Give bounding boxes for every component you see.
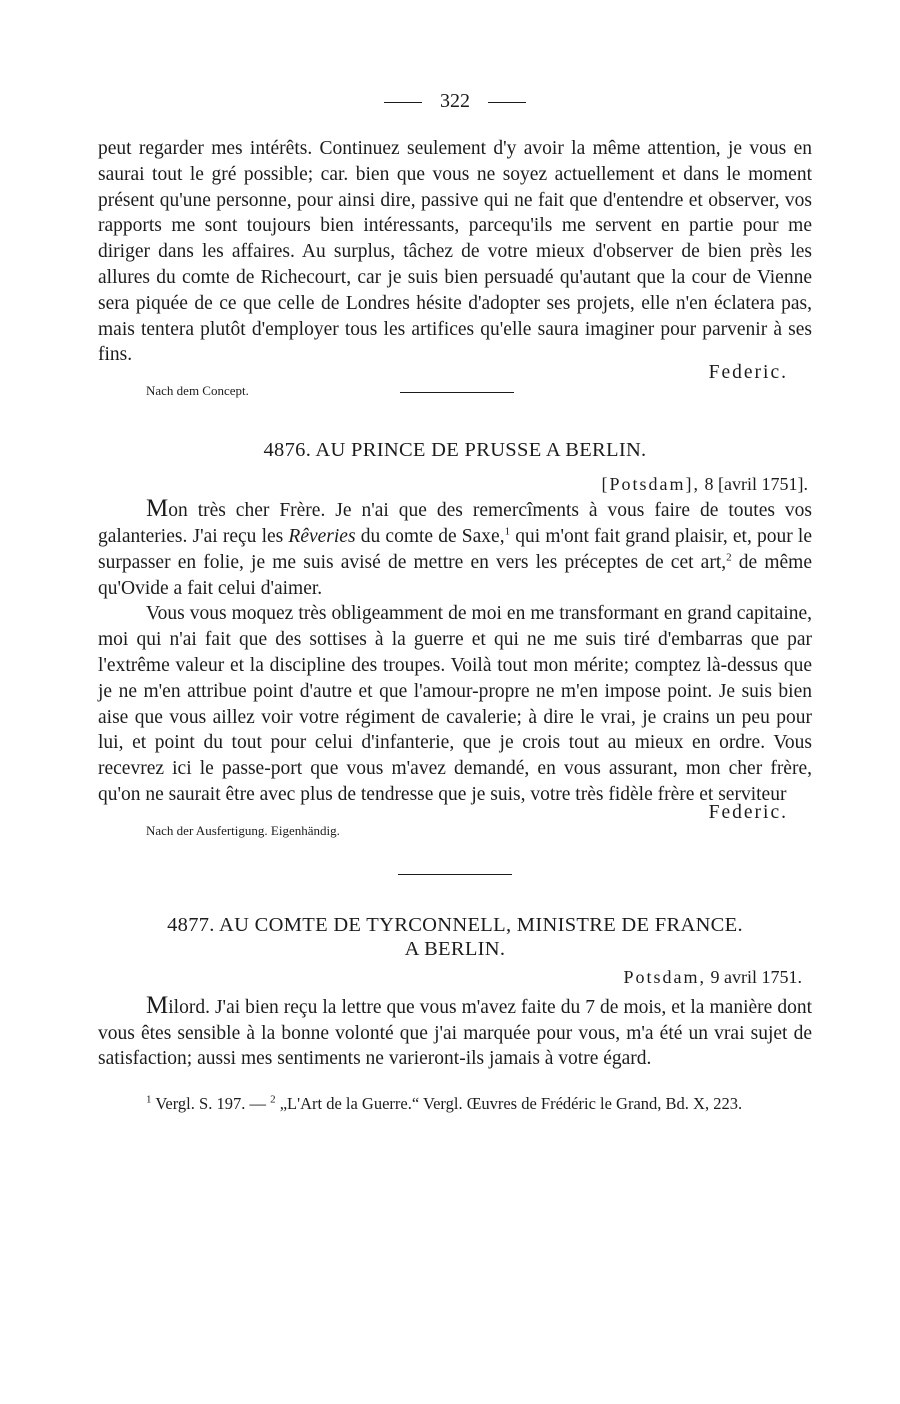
letter-4876-place: [Potsdam], xyxy=(601,474,701,495)
footnote-ref-2: 2 xyxy=(726,551,732,564)
letter-4876-dateline xyxy=(98,472,812,496)
header-dash-left xyxy=(384,102,422,103)
document-page xyxy=(98,86,812,1115)
letter-4876-initial: M xyxy=(146,495,169,523)
page-header xyxy=(98,86,812,116)
letter-4876-source-note: Nach der Ausfertigung. Eigenhändig. xyxy=(146,822,340,838)
previous-letter-source-note: Nach dem Concept. xyxy=(146,383,249,399)
letter-4877-initial: M xyxy=(146,991,169,1019)
previous-letter-source-row xyxy=(98,384,812,410)
letter-4876-paragraph-2: Vous vous moquez très obligeamment de moi en me transformant en grand capitaine, moi qui n'ai fait que des sottises à la guerre et qui ne me suis tiré d'embarras que par l'extrême valeur et la discipline des troupes. Voilà tout mon mérite; comptez là-dessus que je ne m'en attribue point d'autre et que l'amour-propre ne m'en impose point. Je suis bien aise que vous aillez voir votre régiment de cavalerie; à dire le vrai, je crains un peu pour lui, et point du tout pour celui d'infanterie, que je crois tout au mieux en ordre. Vous recevrez ici le passe-port que vous m'avez demandé, en vous assurant, mon cher frère, qu'on ne saurait être avec plus de tendresse que je suis, votre très fidèle frère et serviteur xyxy=(98,603,812,805)
letter-4876-p1-text-a: on très cher Frère. Je n'ai que des remercîments à vous faire de toutes vos galanteries. J'ai reçu les xyxy=(98,500,812,547)
letter-4877-paragraph xyxy=(98,993,812,1072)
letter-4876-title: 4876. AU PRINCE DE PRUSSE A BERLIN. xyxy=(263,439,647,462)
section-divider xyxy=(400,392,514,393)
letter-4876-p1-text-d: de même qu'Ovide a fait celui d'aimer. xyxy=(98,551,812,599)
previous-letter-paragraph: peut regarder mes intérêts. Continuez seulement d'y avoir la même attention, je vous en saurai tout le gré possible; car. bien que vous ne soyez actuellement et dans le moment présent qu'une personne, pour ainsi dire, passive qui ne fait que d'entendre et observer, vos rapports me sont toujours bien intéressants, parcequ'ils me servent en partie pour me diriger dans les affaires. Au surplus, tâchez de votre mieux d'observer de bien près les allures du comte de Richecourt, car je suis bien persuadé qu'autant que la cour de Vienne sera piquée de ce que celle de Londres hésite d'adopter ses projets, elle n'en éclatera pas, mais tentera plutôt d'employer tous les artifices qu'elle saura imaginer pour parvenir à ses fins. xyxy=(98,138,812,366)
letter-4877-body: ilord. J'ai bien reçu la lettre que vous m'avez faite du 7 de mois, et la manière dont vous êtes sensible à la bonne volonté que j'ai marquée pour vous, m'a été un vrai sujet de satisfaction; aussi mes sentiments ne varieront-ils jamais à votre égard. xyxy=(98,996,812,1070)
header-dash-right xyxy=(488,102,526,103)
footnotes xyxy=(98,1092,812,1115)
footnote-2-text: „L'Art de la Guerre.“ Vergl. Œuvres de Frédéric le Grand, Bd. X, 223. xyxy=(275,1094,743,1114)
letter-4876-p1-text-b: du comte de Saxe, xyxy=(355,525,505,547)
letter-4876-book-title: Rêveries xyxy=(288,525,356,547)
letter-4876-date: 8 [avril 1751]. xyxy=(704,474,808,495)
footnote-marker-2: 2 xyxy=(270,1093,276,1106)
footnote-ref-1: 1 xyxy=(504,525,511,538)
letter-4876-signature: Federic. xyxy=(708,801,788,823)
letter-4877-dateline xyxy=(98,965,812,989)
footnote-1-text: Vergl. S. 197. — xyxy=(151,1094,271,1114)
letter-4876-paragraph-1 xyxy=(98,496,812,601)
previous-letter-signature: Federic. xyxy=(708,362,788,384)
letter-4877-title-line-2: A BERLIN. xyxy=(404,937,506,960)
letter-4877-place: Potsdam, xyxy=(623,966,706,987)
letter-4877-title-line-1: 4877. AU COMTE DE TYRCONNELL, MINISTRE DE FRANCE. xyxy=(167,913,743,936)
page-number: 322 xyxy=(440,90,470,112)
letter-4876-p1-text-c: qui m'ont fait grand plaisir, et, pour le surpasser en folie, je me suis avisé de mettre en vers les préceptes de cet art, xyxy=(98,525,812,573)
letter-4876-source-row xyxy=(98,824,812,844)
letter-4877-date: 9 avril 1751. xyxy=(710,966,802,987)
footnote-marker-1: 1 xyxy=(146,1093,152,1106)
